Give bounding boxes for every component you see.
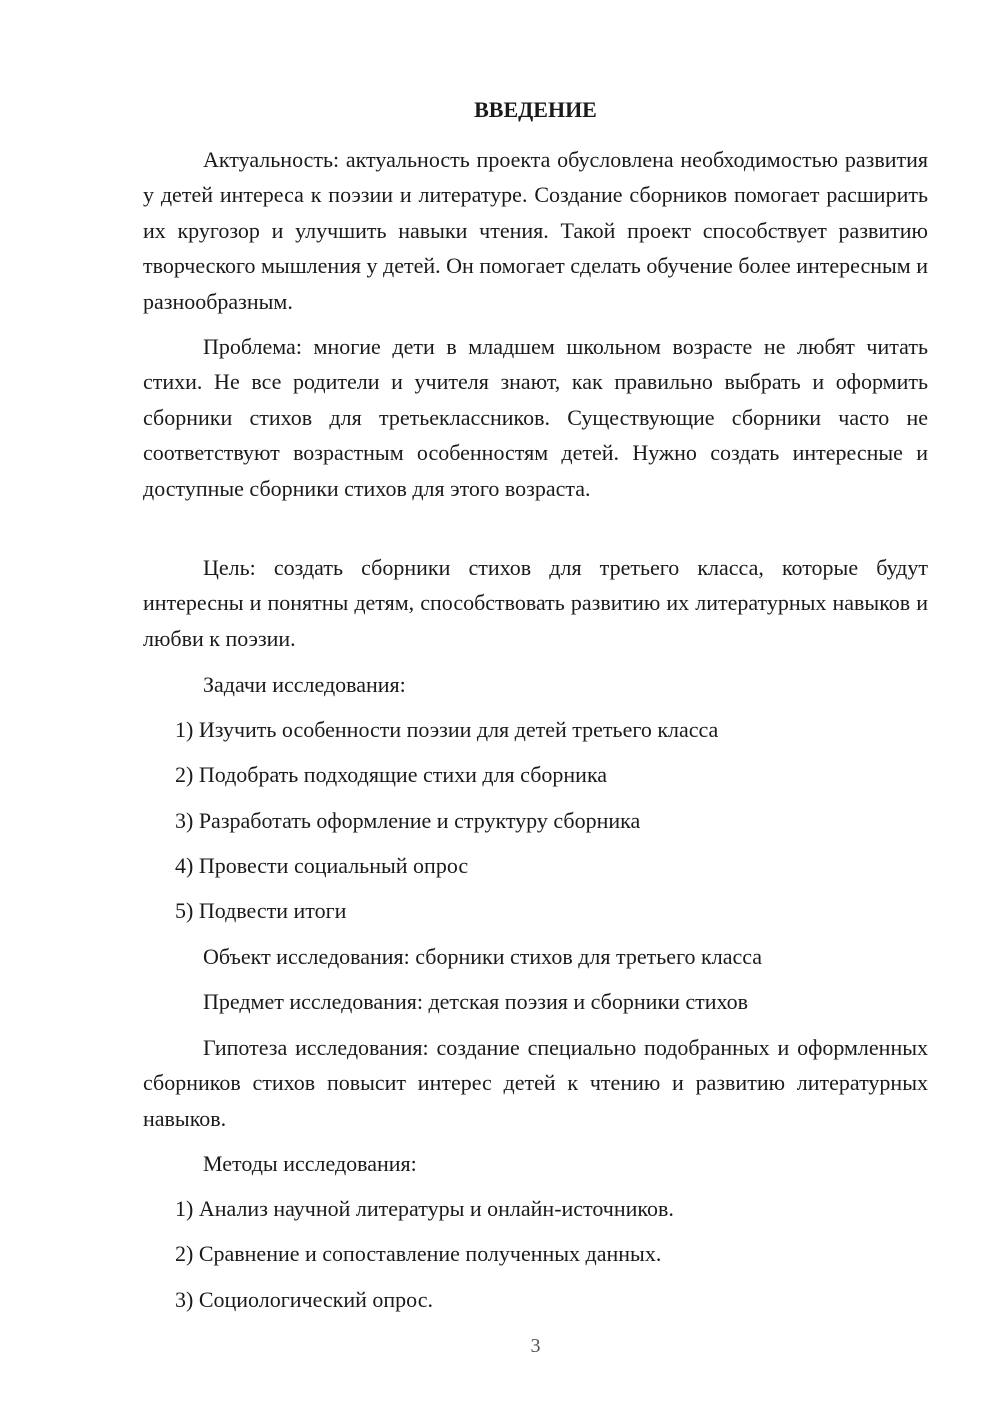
research-subject: Предмет исследования: детская поэзия и сборники стихов [203, 989, 749, 1014]
document-page [143, 0, 928, 1414]
task-item: 5) Подвести итоги [175, 898, 347, 923]
methods-heading: Методы исследования: [203, 1151, 417, 1176]
section-title: ВВЕДЕНИЕ [474, 97, 597, 122]
method-item: 1) Анализ научной литературы и онлайн-источников. [175, 1196, 674, 1221]
method-item: 3) Социологический опрос. [175, 1287, 433, 1312]
hypothesis-paragraph: Гипотеза исследования: создание специально подобранных и оформленных сборников стихов повысит интерес детей к чтению и развитию литературных навыков. [143, 1035, 928, 1131]
task-item: 4) Провести социальный опрос [175, 853, 469, 878]
problem-paragraph: Проблема: многие дети в младшем школьном возрасте не любят читать стихи. Не все родители и учителя знают, как правильно выбрать и оформить сборники стихов для третьеклассников. Существующие сборники часто не соответствуют возрастным особенностям детей. Нужно создать интересные и доступные сборники стихов для этого возраста. [143, 334, 928, 501]
task-item: 2) Подобрать подходящие стихи для сборника [175, 762, 608, 787]
goal-paragraph: Цель: создать сборники стихов для третьего класса, которые будут интересны и понятны детям, способствовать развитию их литературных навыков и любви к поэзии. [143, 555, 928, 651]
page-number: 3 [530, 1335, 541, 1357]
task-item: 1) Изучить особенности поэзии для детей третьего класса [175, 717, 719, 742]
relevance-paragraph: Актуальность: актуальность проекта обусловлена необходимостью развития у детей интереса к поэзии и литературе. Создание сборников помогает расширить их кругозор и улучшить навыки чтения. Такой проект способствует развитию творческого мышления у детей. Он помогает сделать обучение более интересным и разнообразным. [143, 147, 928, 314]
method-item: 2) Сравнение и сопоставление полученных данных. [175, 1241, 662, 1266]
tasks-heading: Задачи исследования: [203, 672, 406, 697]
research-object: Объект исследования: сборники стихов для третьего класса [203, 944, 763, 969]
task-item: 3) Разработать оформление и структуру сборника [175, 808, 641, 833]
